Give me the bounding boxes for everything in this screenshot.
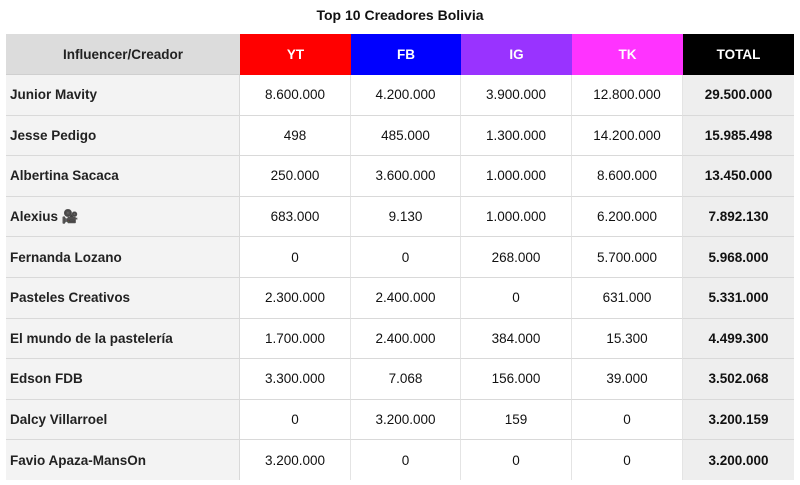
cell-total: 5.331.000 xyxy=(683,278,794,319)
cell-name: Albertina Sacaca xyxy=(6,156,240,197)
cell-ig: 1.000.000 xyxy=(461,197,572,238)
cell-yt: 0 xyxy=(240,400,351,441)
cell-fb: 0 xyxy=(351,237,461,278)
cell-tk: 15.300 xyxy=(572,319,683,360)
cell-total: 3.200.159 xyxy=(683,400,794,441)
cell-fb: 3.600.000 xyxy=(351,156,461,197)
cell-total: 3.502.068 xyxy=(683,359,794,400)
cell-name: El mundo de la pastelería xyxy=(6,319,240,360)
cell-tk: 12.800.000 xyxy=(572,75,683,116)
cell-tk: 5.700.000 xyxy=(572,237,683,278)
table-row xyxy=(6,359,794,400)
cell-total: 13.450.000 xyxy=(683,156,794,197)
cell-yt: 8.600.000 xyxy=(240,75,351,116)
header-influencer: Influencer/Creador xyxy=(6,34,240,75)
table-row xyxy=(6,237,794,278)
cell-ig: 0 xyxy=(461,278,572,319)
cell-tk: 39.000 xyxy=(572,359,683,400)
cell-name: Dalcy Villarroel xyxy=(6,400,240,441)
cell-total: 5.968.000 xyxy=(683,237,794,278)
header-row xyxy=(6,34,794,75)
cell-yt: 1.700.000 xyxy=(240,319,351,360)
cell-fb: 4.200.000 xyxy=(351,75,461,116)
cell-tk: 0 xyxy=(572,440,683,480)
cell-name: Jesse Pedigo xyxy=(6,116,240,157)
cell-ig: 0 xyxy=(461,440,572,480)
cell-ig: 3.900.000 xyxy=(461,75,572,116)
table-row xyxy=(6,278,794,319)
table-title: Top 10 Creadores Bolivia xyxy=(316,7,484,23)
cell-name: Alexius 🎥 xyxy=(6,197,240,238)
table-row xyxy=(6,156,794,197)
cell-ig: 159 xyxy=(461,400,572,441)
table-row xyxy=(6,440,794,480)
cell-fb: 7.068 xyxy=(351,359,461,400)
cell-name: Edson FDB xyxy=(6,359,240,400)
cell-fb: 0 xyxy=(351,440,461,480)
cell-yt: 250.000 xyxy=(240,156,351,197)
cell-fb: 3.200.000 xyxy=(351,400,461,441)
cell-fb: 2.400.000 xyxy=(351,319,461,360)
cell-tk: 14.200.000 xyxy=(572,116,683,157)
cell-fb: 485.000 xyxy=(351,116,461,157)
table-body xyxy=(6,75,794,480)
cell-yt: 3.300.000 xyxy=(240,359,351,400)
cell-yt: 683.000 xyxy=(240,197,351,238)
header-ig: IG xyxy=(461,34,572,75)
cell-total: 15.985.498 xyxy=(683,116,794,157)
cell-ig: 156.000 xyxy=(461,359,572,400)
cell-total: 29.500.000 xyxy=(683,75,794,116)
table-row xyxy=(6,75,794,116)
cell-name: Favio Apaza-MansOn xyxy=(6,440,240,480)
cell-ig: 268.000 xyxy=(461,237,572,278)
header-fb: FB xyxy=(351,34,461,75)
cell-name: Pasteles Creativos xyxy=(6,278,240,319)
cell-fb: 9.130 xyxy=(351,197,461,238)
header-tk: TK xyxy=(572,34,683,75)
cell-tk: 8.600.000 xyxy=(572,156,683,197)
cell-yt: 3.200.000 xyxy=(240,440,351,480)
cell-ig: 384.000 xyxy=(461,319,572,360)
table-row xyxy=(6,116,794,157)
header-yt: YT xyxy=(240,34,351,75)
cell-total: 7.892.130 xyxy=(683,197,794,238)
table-row xyxy=(6,400,794,441)
cell-total: 4.499.300 xyxy=(683,319,794,360)
table-row xyxy=(6,319,794,360)
cell-total: 3.200.000 xyxy=(683,440,794,480)
cell-fb: 2.400.000 xyxy=(351,278,461,319)
cell-name: Junior Mavity xyxy=(6,75,240,116)
creators-table xyxy=(6,34,794,480)
table-row xyxy=(6,197,794,238)
cell-yt: 498 xyxy=(240,116,351,157)
cell-tk: 6.200.000 xyxy=(572,197,683,238)
cell-yt: 0 xyxy=(240,237,351,278)
cell-name: Fernanda Lozano xyxy=(6,237,240,278)
cell-ig: 1.000.000 xyxy=(461,156,572,197)
cell-yt: 2.300.000 xyxy=(240,278,351,319)
header-total: TOTAL xyxy=(683,34,794,75)
cell-tk: 0 xyxy=(572,400,683,441)
cell-tk: 631.000 xyxy=(572,278,683,319)
cell-ig: 1.300.000 xyxy=(461,116,572,157)
